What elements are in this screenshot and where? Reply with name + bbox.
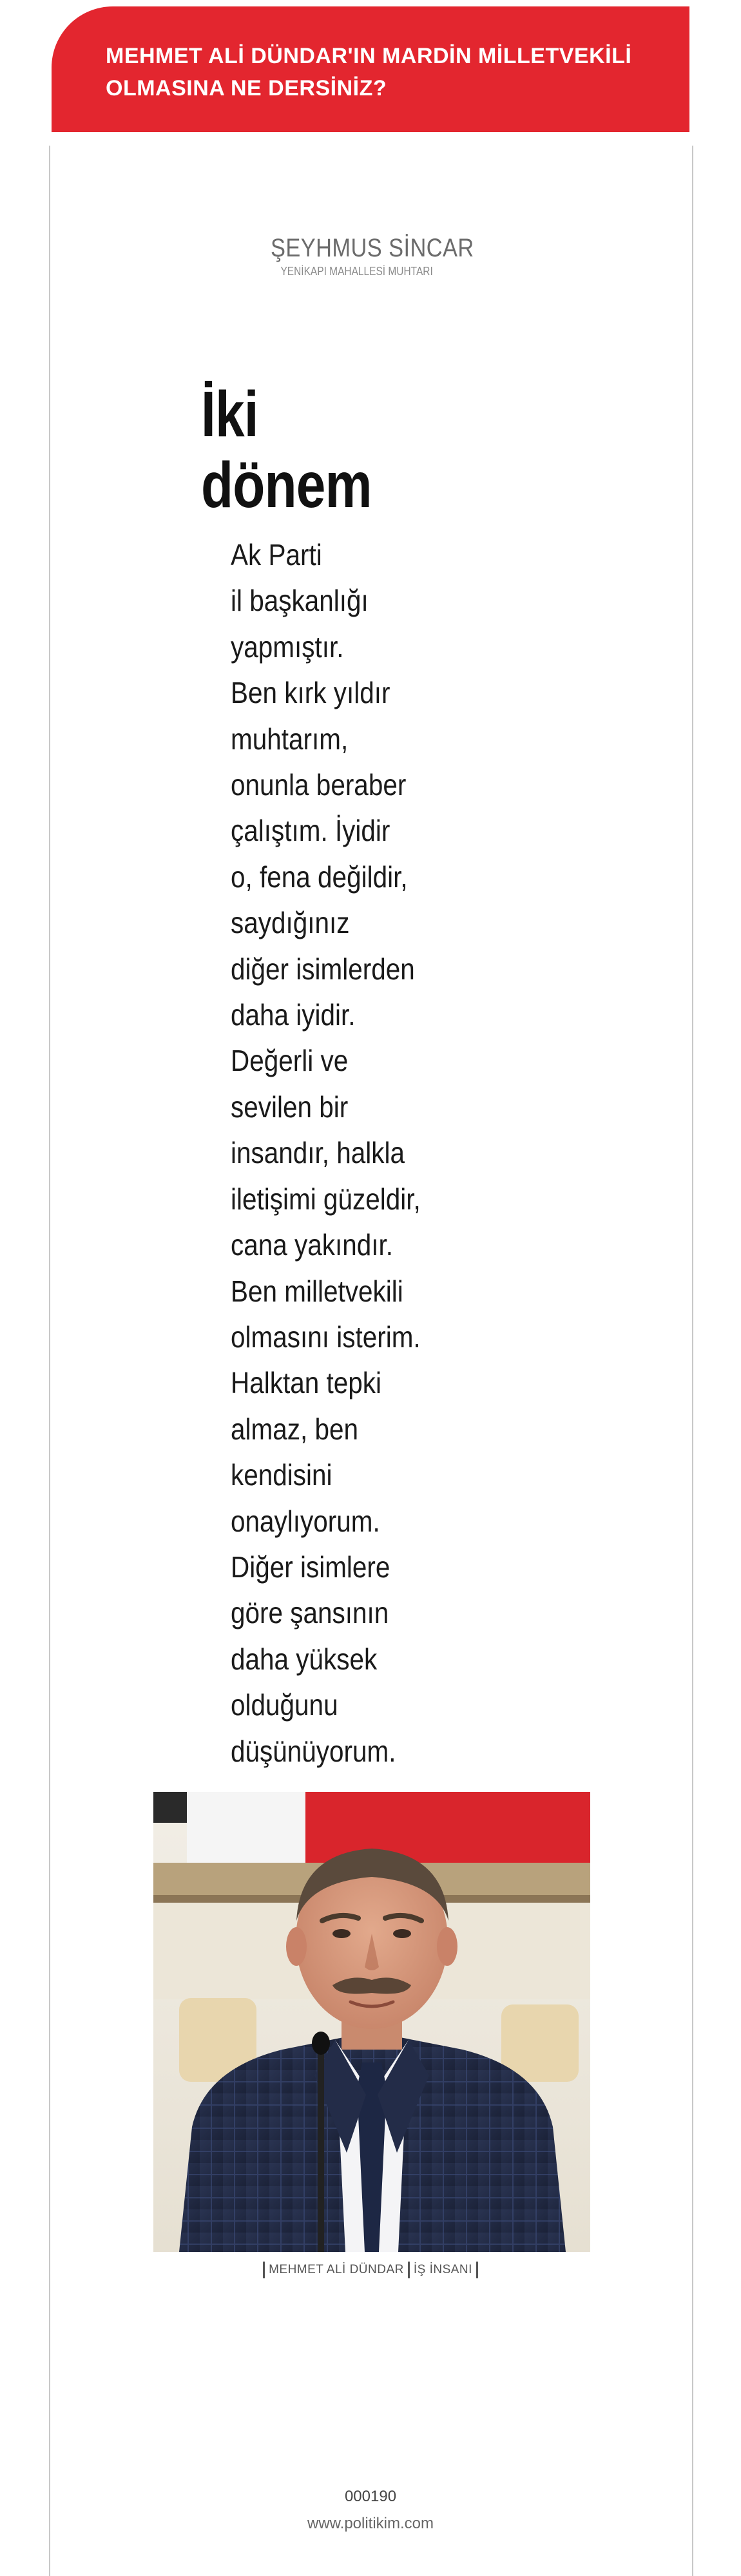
body-line: Halktan tepki [231,1366,382,1400]
author-block [271,233,477,278]
left-frame-line [49,146,50,2576]
body-line: onunla beraber [231,768,407,802]
body-line: Ben kırk yıldır [231,676,390,710]
body-line: Ben milletvekili [231,1274,403,1308]
body-line: diğer isimlerden [231,952,415,986]
body-line: Değerli ve [231,1044,349,1078]
caption-title: İŞ İNSANI [413,2263,472,2276]
caption-divider [476,2262,478,2278]
page-title: MEHMET ALİ DÜNDAR'IN MARDİN MİLLETVEKİLİ OLMASINA NE DERSİNİZ? [106,44,632,101]
page-footer [0,2486,741,2535]
body-line: kendisini [231,1458,332,1492]
body-line: daha yüksek [231,1642,378,1676]
body-line: iletişimi güzeldir, [231,1182,421,1216]
body-line: o, fena değildir, [231,860,408,894]
body-line: il başkanlığı [231,584,369,618]
page-code: 000190 [344,2488,397,2505]
body-line: cana yakındır. [231,1228,394,1262]
heading-line: dönem [201,449,372,521]
caption-divider [263,2262,265,2278]
body-line: saydığınız [231,906,350,940]
right-frame-line [692,146,693,2576]
body-line: daha iyidir. [231,998,356,1032]
body-line: düşünüyorum. [231,1734,396,1768]
author-name: ŞEYHMUS SİNCAR [271,234,474,262]
body-line: sevilen bir [231,1090,349,1124]
body-line: muhtarım, [231,722,349,756]
body-line: göre şansının [231,1596,389,1630]
article-body [231,532,501,1774]
header-banner [52,6,689,132]
portrait-photo-icon [153,1792,590,2252]
body-line: çalıştım. İyidir [231,814,390,848]
caption-divider [408,2262,410,2278]
body-line: Ak Parti [231,538,322,572]
author-role: YENİKAPI MAHALLESİ MUHTARI [280,265,433,278]
body-line: yapmıştır. [231,630,344,664]
body-line: insandır, halkla [231,1136,405,1170]
body-line: onaylıyorum. [231,1504,380,1538]
caption-name: MEHMET ALİ DÜNDAR [269,2263,404,2276]
body-line: Diğer isimlere [231,1550,390,1584]
website-link[interactable]: www.politikim.com [307,2515,434,2532]
heading-line: İki [201,378,258,450]
photo-caption [0,2262,741,2278]
portrait-photo [153,1792,590,2252]
body-line: olduğunu [231,1688,338,1722]
body-line: almaz, ben [231,1412,359,1446]
article-heading [201,379,412,521]
body-line: olmasını isterim. [231,1320,421,1354]
